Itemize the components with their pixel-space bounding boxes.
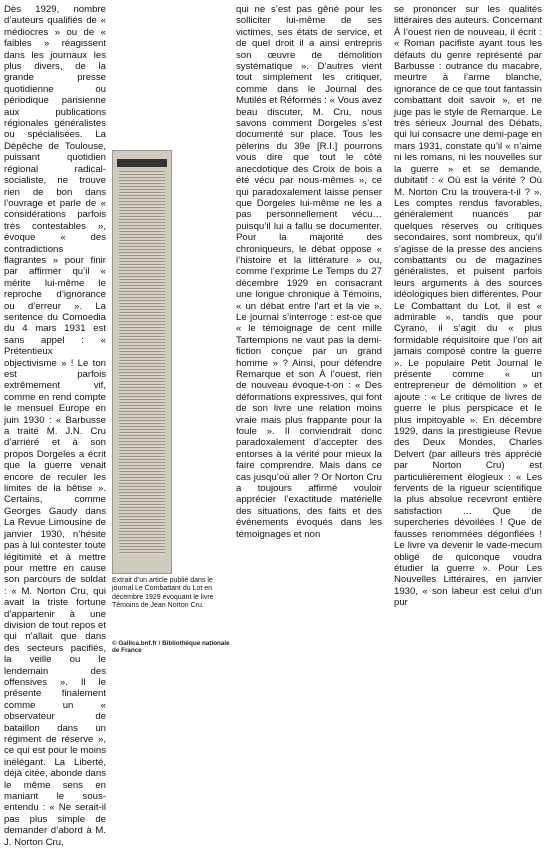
column-text: qui ne s’est pas gêné pour les solliciter lui-même de ses victimes, ses états de service, et de quel droit il a ainsi entrepris son œuvre de démolition systématique ». D’autres vient tout simplement les critiquer, comme dans le Journal des Mutilés et Réformés : « Vous avez beau discuter, M. Cru, nous savons comment Dorgeles s’est documenté sur place. Tous les pèlerins du 39e [R.I.] pourrons vous dire que tout le côté anecdotique des Croix de bois a été vécu par nous-mêmes », ce qui paradoxalement laisse penser que Dorgeles lui-même ne les a pas personnellement vécu… puisqu’il lui a fallu se documenter. Pour la majorité des chroniqueurs, le débat oppose « l’histoire et la littérature » ou, comme l’exprime Le Temps du 27 décembre 1929 en consacrant une longue chronique à Témoins, « un débat entre l’art et la vie ». Le journal s’interroge : est-ce que « le témoignage de cent mille Tartempions ne vaut pas la demi-fiction conçue par un grand homme » ? Ainsi, pour défendre Remarque et son À l’ouest, rien de nouveau évoque-t-on : « Des déformations expressives, qui font de son livre une relation moins vraie mais plus frappante pour la foule ». Il conviendrait donc paradoxalement d’accepter des entorses à la vérité pour mieux la faire comprendre. Mais dans ce cas jusqu’où aller ? Or Norton Cru a toujours affirmé vouloir apprécier l’exactitude matérielle des situations, des faits et des événements évoqués dans les témoignages et non <box>236 4 382 540</box>
text-column-right <box>394 4 542 609</box>
newspaper-clipping-image <box>112 150 172 574</box>
text-column-middle <box>176 4 382 540</box>
text-column-left <box>4 4 106 848</box>
column-text: se prononcer sur les qualités littéraires des auteurs. Concernant À l’ouest rien de nouveau, il écrit : « Roman pacifiste ayant tous les défauts du genre représenté par Barbusse : outrance du macabre, meurtre à l’arme blanche, ignorance de ce que tout fantassin combattant doit savoir », et ne juge pas le style de Remarque. Le très sérieux Journal des Débats, qui lui consacre une demi-page en mars 1931, constate qu’il « n’aime ni les romans, ni les nouvelles sur la guerre » et se demande, dubitatif : « Où est la vérité ? Où M. Norton Cru la trouvera-t-il ? ». Les comptes rendus favorables, généralement nuancés par quelques réserves ou critiques secondaires, sont nombreux, qu’il s’agisse de la presse des anciens combattants ou de magazines généralistes, et puisent parfois leurs arguments à des sources idéologiques bien différentes. Pour Le Combattant du Lot, il est « admirable », tandis que pour Cyrano, il s’agit du « plus formidable réquisitoire que l’on ait jamais composé contre la guerre ». Le populaire Petit Journal le présente comme « un entrepreneur de démolition » et ajoute : « Le critique de livres de guerre le plus perspicace et le plus impitoyable ». En décembre 1929, dans la prestigieuse Revue des Deux Mondes, Charles Delvert (par ailleurs très apprécié par Norton Cru) est particulièrement élogieux : « Les fervents de la rigueur scientifique la plus absolue recevront entière satisfaction … Que de supercheries dévoilées ! Que de fausses renommées dégonflées ! Le livre va devenir le vade-mecum obligé de quiconque voudra étudier la guerre ». Pour Les Nouvelles Littéraires, en janvier 1930, « son labeur est celui d’un pur <box>394 4 542 609</box>
column-text: Dès 1929, nombre d’auteurs qualifiés de « médiocres » ou de « faibles » réagissent dans les journaux les plus divers, de la grande presse quotidienne ou périodique parisienne aux publications régionales généralistes ou spécialisées. La Dépêche de Toulouse, puissant quotidien régional radical-socialiste, ne trouve rien de bon dans l’ouvrage et parle de « considérations parfois très contestables », évoque « des contradictions flagrantes » pour finir par affirmer qu’il « mérite lui-même le reproche d’ignorance ou d’erreur ». La sentence du Comoedia du 4 mars 1931 est sans appel : « Prétentieux objectivisme » ! Le ton est parfois extrêmement vif, comme en rend compte le mensuel Europe en juin 1930 : « Barbusse a traité M. J.N. Cru d’arriéré et à son propos Dorgeles a écrit que la guerre venait encore de reculer les limites de la bêtise ». Certains, comme Georges Gaudy dans La Revue Limousine de janvier 1930, n’hésite pas à lui contester toute légitimité et à mettre pour mettre en cause son parcours de soldat : « M. Norton Cru, qui avait la triste fortune d’appartenir à une division de tout repos et qui n’allait que dans des secteurs pacifiés, la veille ou le lendemain des offensives ». Il le présente finalement comme un « observateur de bataillon dans un régiment de réserve », ce qui est pour le moins inélégant. La Liberté, déjà citée, abonde dans le même sens en maniant le sous-entendu : « Ne serait-il pas plus simple de demander d’abord à M. J. Norton Cru, <box>4 4 106 848</box>
clipping-headline <box>117 159 167 167</box>
figure-credit: © Gallica.bnf.fr / Bibliothèque nationale de France <box>112 640 230 655</box>
figure-caption: Extrait d’un article publié dans le journal Le Combattant du Lot en décembre 1929 évoquant le livre Témoins de Jean Norton Cru. <box>112 577 214 609</box>
clipping-text-lines <box>119 171 165 555</box>
